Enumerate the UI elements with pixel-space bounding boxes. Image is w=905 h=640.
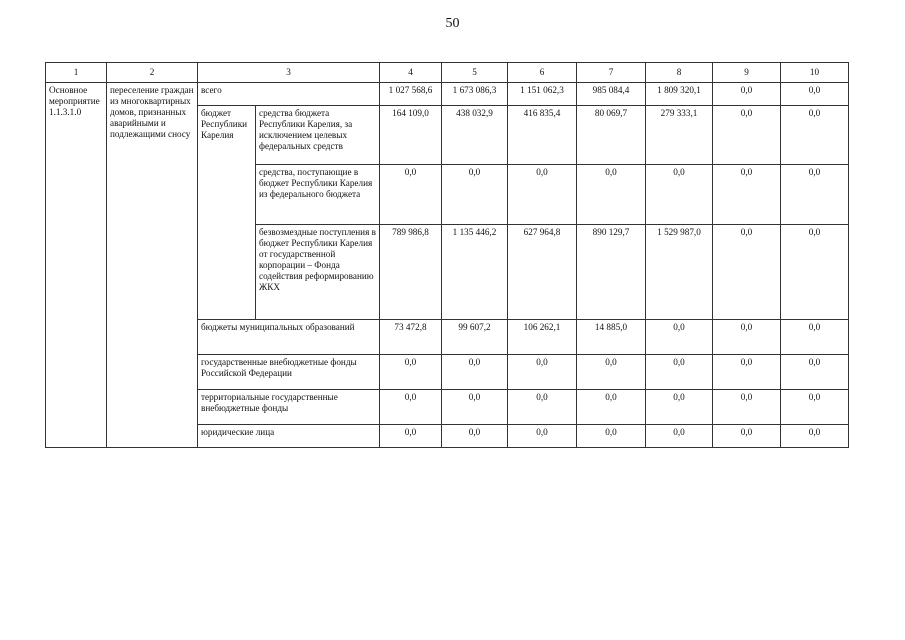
row-label: бюджеты муниципальных образований — [198, 320, 380, 355]
value-cell: 0,0 — [713, 165, 781, 225]
header-cell: 3 — [198, 63, 380, 83]
funding-table — [45, 62, 849, 448]
value-cell: 0,0 — [781, 83, 849, 106]
value-cell: 0,0 — [713, 355, 781, 390]
value-cell: 789 986,8 — [380, 225, 442, 320]
row-label: средства, поступающие в бюджет Республики Карелия из федерального бюджета — [256, 165, 380, 225]
value-cell: 0,0 — [508, 425, 577, 448]
value-cell: 0,0 — [508, 355, 577, 390]
row-label: средства бюджета Республики Карелия, за исключением целевых федеральных средств — [256, 106, 380, 165]
value-cell: 73 472,8 — [380, 320, 442, 355]
value-cell: 0,0 — [713, 225, 781, 320]
value-cell: 416 835,4 — [508, 106, 577, 165]
value-cell: 0,0 — [781, 390, 849, 425]
header-cell: 7 — [577, 63, 646, 83]
value-cell: 0,0 — [442, 425, 508, 448]
value-cell: 0,0 — [380, 355, 442, 390]
row-label: юридические лица — [198, 425, 380, 448]
value-cell: 164 109,0 — [380, 106, 442, 165]
value-cell: 0,0 — [380, 425, 442, 448]
value-cell: 0,0 — [646, 320, 713, 355]
value-cell: 1 027 568,6 — [380, 83, 442, 106]
value-cell: 0,0 — [442, 165, 508, 225]
value-cell: 0,0 — [781, 320, 849, 355]
value-cell: 0,0 — [781, 355, 849, 390]
value-cell: 14 885,0 — [577, 320, 646, 355]
value-cell: 985 084,4 — [577, 83, 646, 106]
value-cell: 0,0 — [646, 165, 713, 225]
value-cell: 0,0 — [577, 390, 646, 425]
value-cell: 1 135 446,2 — [442, 225, 508, 320]
header-cell: 4 — [380, 63, 442, 83]
budget-group-cell: бюджет Республики Карелия — [198, 106, 256, 320]
value-cell: 890 129,7 — [577, 225, 646, 320]
value-cell: 1 151 062,3 — [508, 83, 577, 106]
header-cell: 5 — [442, 63, 508, 83]
value-cell: 0,0 — [781, 225, 849, 320]
value-cell: 0,0 — [577, 165, 646, 225]
value-cell: 99 607,2 — [442, 320, 508, 355]
table-row — [46, 83, 849, 106]
description-cell: переселение граждан из многоквартирных домов, признанных аварийными и подлежащими сносу — [107, 83, 198, 448]
value-cell: 0,0 — [713, 83, 781, 106]
value-cell: 80 069,7 — [577, 106, 646, 165]
value-cell: 0,0 — [380, 390, 442, 425]
value-cell: 0,0 — [508, 390, 577, 425]
value-cell: 438 032,9 — [442, 106, 508, 165]
value-cell: 0,0 — [781, 165, 849, 225]
value-cell: 0,0 — [442, 390, 508, 425]
value-cell: 0,0 — [380, 165, 442, 225]
value-cell: 0,0 — [577, 355, 646, 390]
row-label: всего — [198, 83, 380, 106]
activity-cell: Основное мероприятие 1.1.3.1.0 — [46, 83, 107, 448]
page-number: 50 — [445, 16, 460, 31]
row-label: безвозмездные поступления в бюджет Республики Карелия от государственной корпорации – Фонда содействия реформированию ЖКХ — [256, 225, 380, 320]
value-cell: 0,0 — [713, 425, 781, 448]
value-cell: 0,0 — [646, 425, 713, 448]
value-cell: 0,0 — [442, 355, 508, 390]
value-cell: 0,0 — [781, 106, 849, 165]
value-cell: 1 529 987,0 — [646, 225, 713, 320]
value-cell: 279 333,1 — [646, 106, 713, 165]
value-cell: 0,0 — [646, 390, 713, 425]
value-cell: 0,0 — [781, 425, 849, 448]
value-cell: 1 809 320,1 — [646, 83, 713, 106]
header-cell: 8 — [646, 63, 713, 83]
value-cell: 1 673 086,3 — [442, 83, 508, 106]
value-cell: 0,0 — [713, 320, 781, 355]
header-cell: 2 — [107, 63, 198, 83]
value-cell: 0,0 — [577, 425, 646, 448]
value-cell: 0,0 — [713, 106, 781, 165]
value-cell: 106 262,1 — [508, 320, 577, 355]
row-label: государственные внебюджетные фонды Российской Федерации — [198, 355, 380, 390]
value-cell: 627 964,8 — [508, 225, 577, 320]
value-cell: 0,0 — [646, 355, 713, 390]
table-header-row — [46, 63, 849, 83]
header-cell: 1 — [46, 63, 107, 83]
header-cell: 10 — [781, 63, 849, 83]
header-cell: 9 — [713, 63, 781, 83]
value-cell: 0,0 — [508, 165, 577, 225]
value-cell: 0,0 — [713, 390, 781, 425]
row-label: территориальные государственные внебюджетные фонды — [198, 390, 380, 425]
header-cell: 6 — [508, 63, 577, 83]
